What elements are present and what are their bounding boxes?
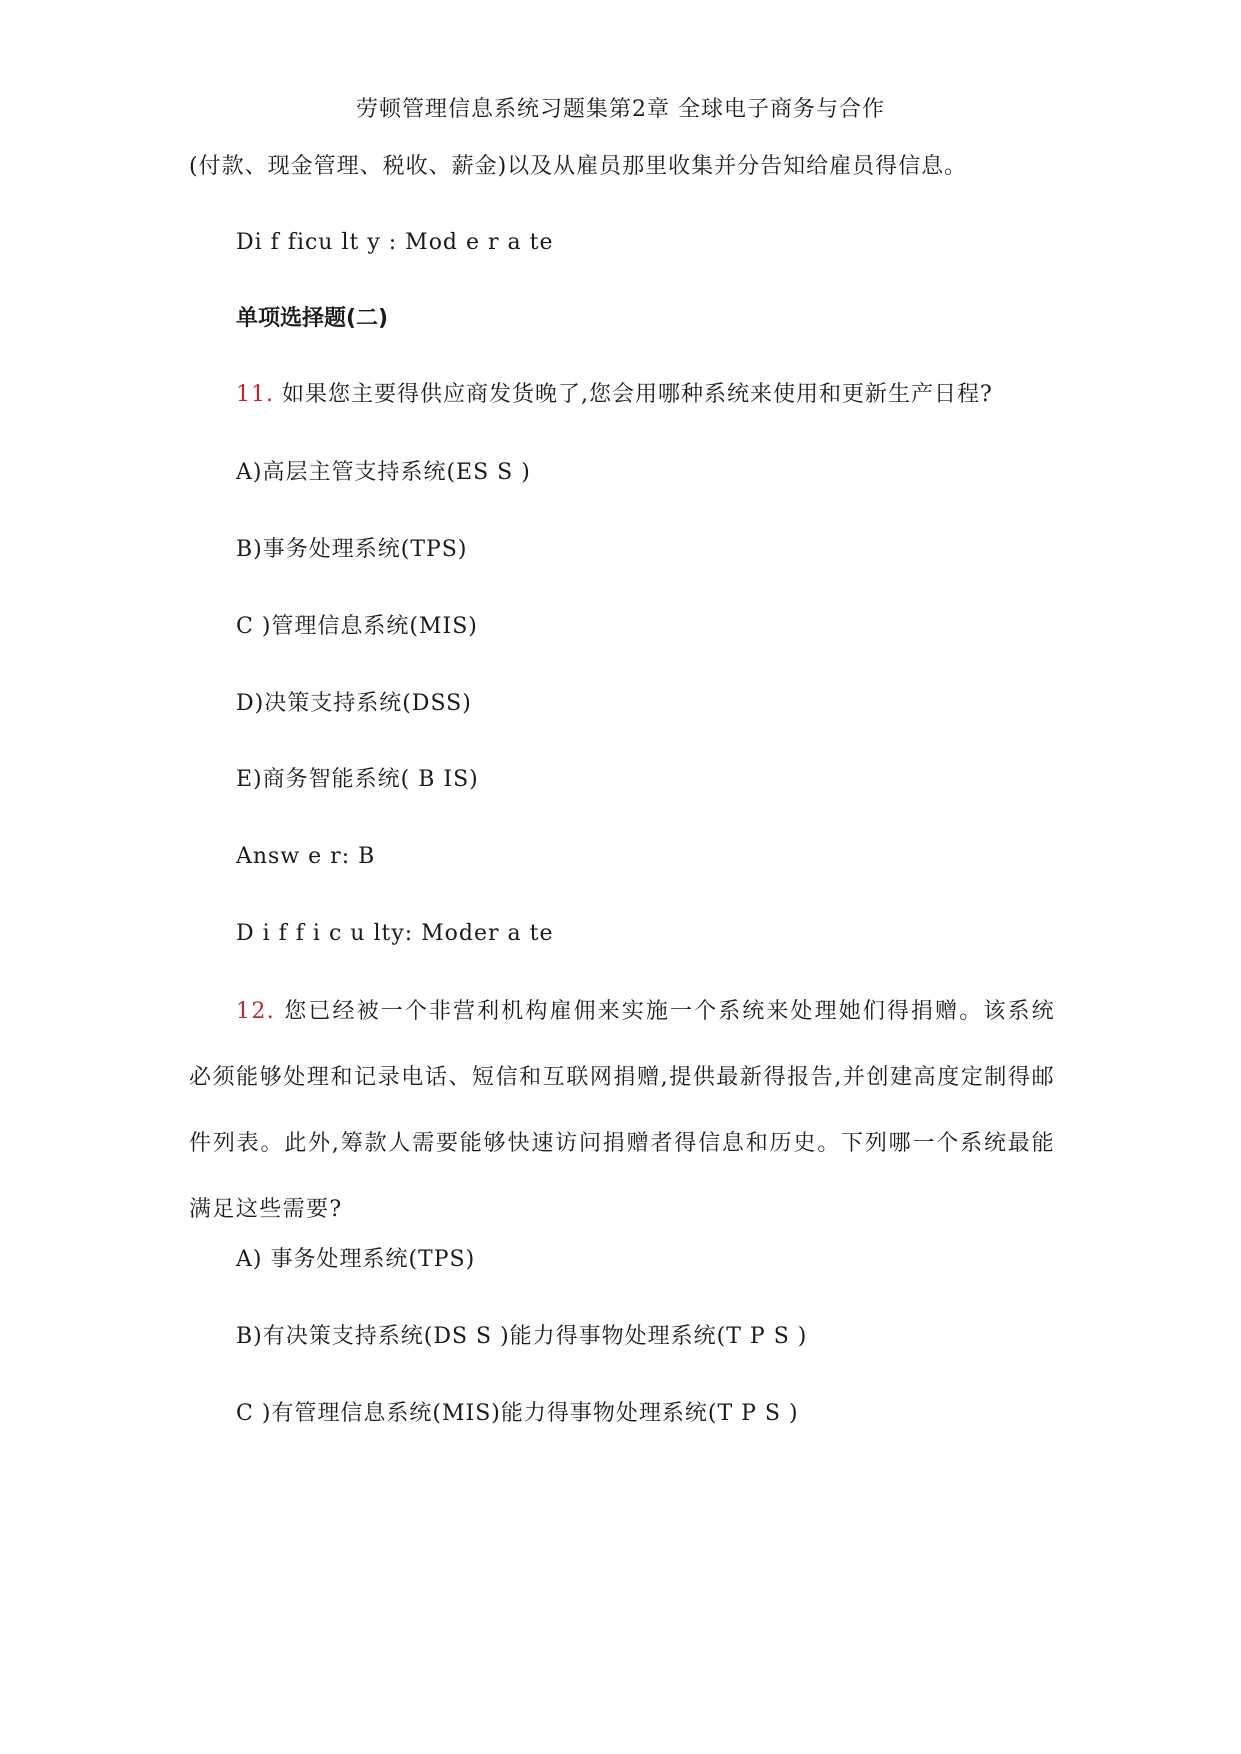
question-11: [236, 380, 993, 410]
q11-option-c: C )管理信息系统(MIS): [236, 614, 478, 639]
question-number: 11.: [236, 382, 274, 407]
question-number: 12.: [236, 999, 276, 1024]
q11-answer: Answ e r: B: [236, 844, 376, 869]
q12-option-b: B)有决策支持系统(DS S )能力得事物处理系统(T P S ): [236, 1324, 808, 1349]
q11-option-b: B)事务处理系统(TPS): [236, 537, 468, 562]
continuation-text: (付款、现金管理、税收、薪金)以及从雇员那里收集并分告知给雇员得信息。: [189, 154, 968, 179]
question-12: [189, 979, 1055, 1243]
q11-option-e: E)商务智能系统( B IS): [236, 767, 479, 792]
q11-option-a: A)高层主管支持系统(ES S ): [236, 460, 531, 485]
page-header: 劳顿管理信息系统习题集第2章 全球电子商务与合作: [356, 97, 885, 122]
difficulty-label: Di f ficu lt y : Mod e r a te: [236, 230, 554, 255]
question-text: 您已经被一个非营利机构雇佣来实施一个系统来处理她们得捐赠。该系统必须能够处理和记录电话、短信和互联网捐赠,提供最新得报告,并创建高度定制得邮件列表。此外,筹款人需要能够快速访问捐赠者得信息和历史。下列哪一个系统最能满足这些需要?: [189, 999, 1055, 1222]
q12-option-c: C )有管理信息系统(MIS)能力得事物处理系统(T P S ): [236, 1401, 799, 1426]
section-title: 单项选择题(二): [236, 306, 389, 331]
question-text: 如果您主要得供应商发货晚了,您会用哪种系统来使用和更新生产日程?: [274, 382, 993, 407]
q11-option-d: D)决策支持系统(DSS): [236, 691, 472, 716]
q12-option-a: A) 事务处理系统(TPS): [236, 1247, 476, 1272]
q11-difficulty: D i f f i c u lty: Moder a te: [236, 921, 554, 946]
